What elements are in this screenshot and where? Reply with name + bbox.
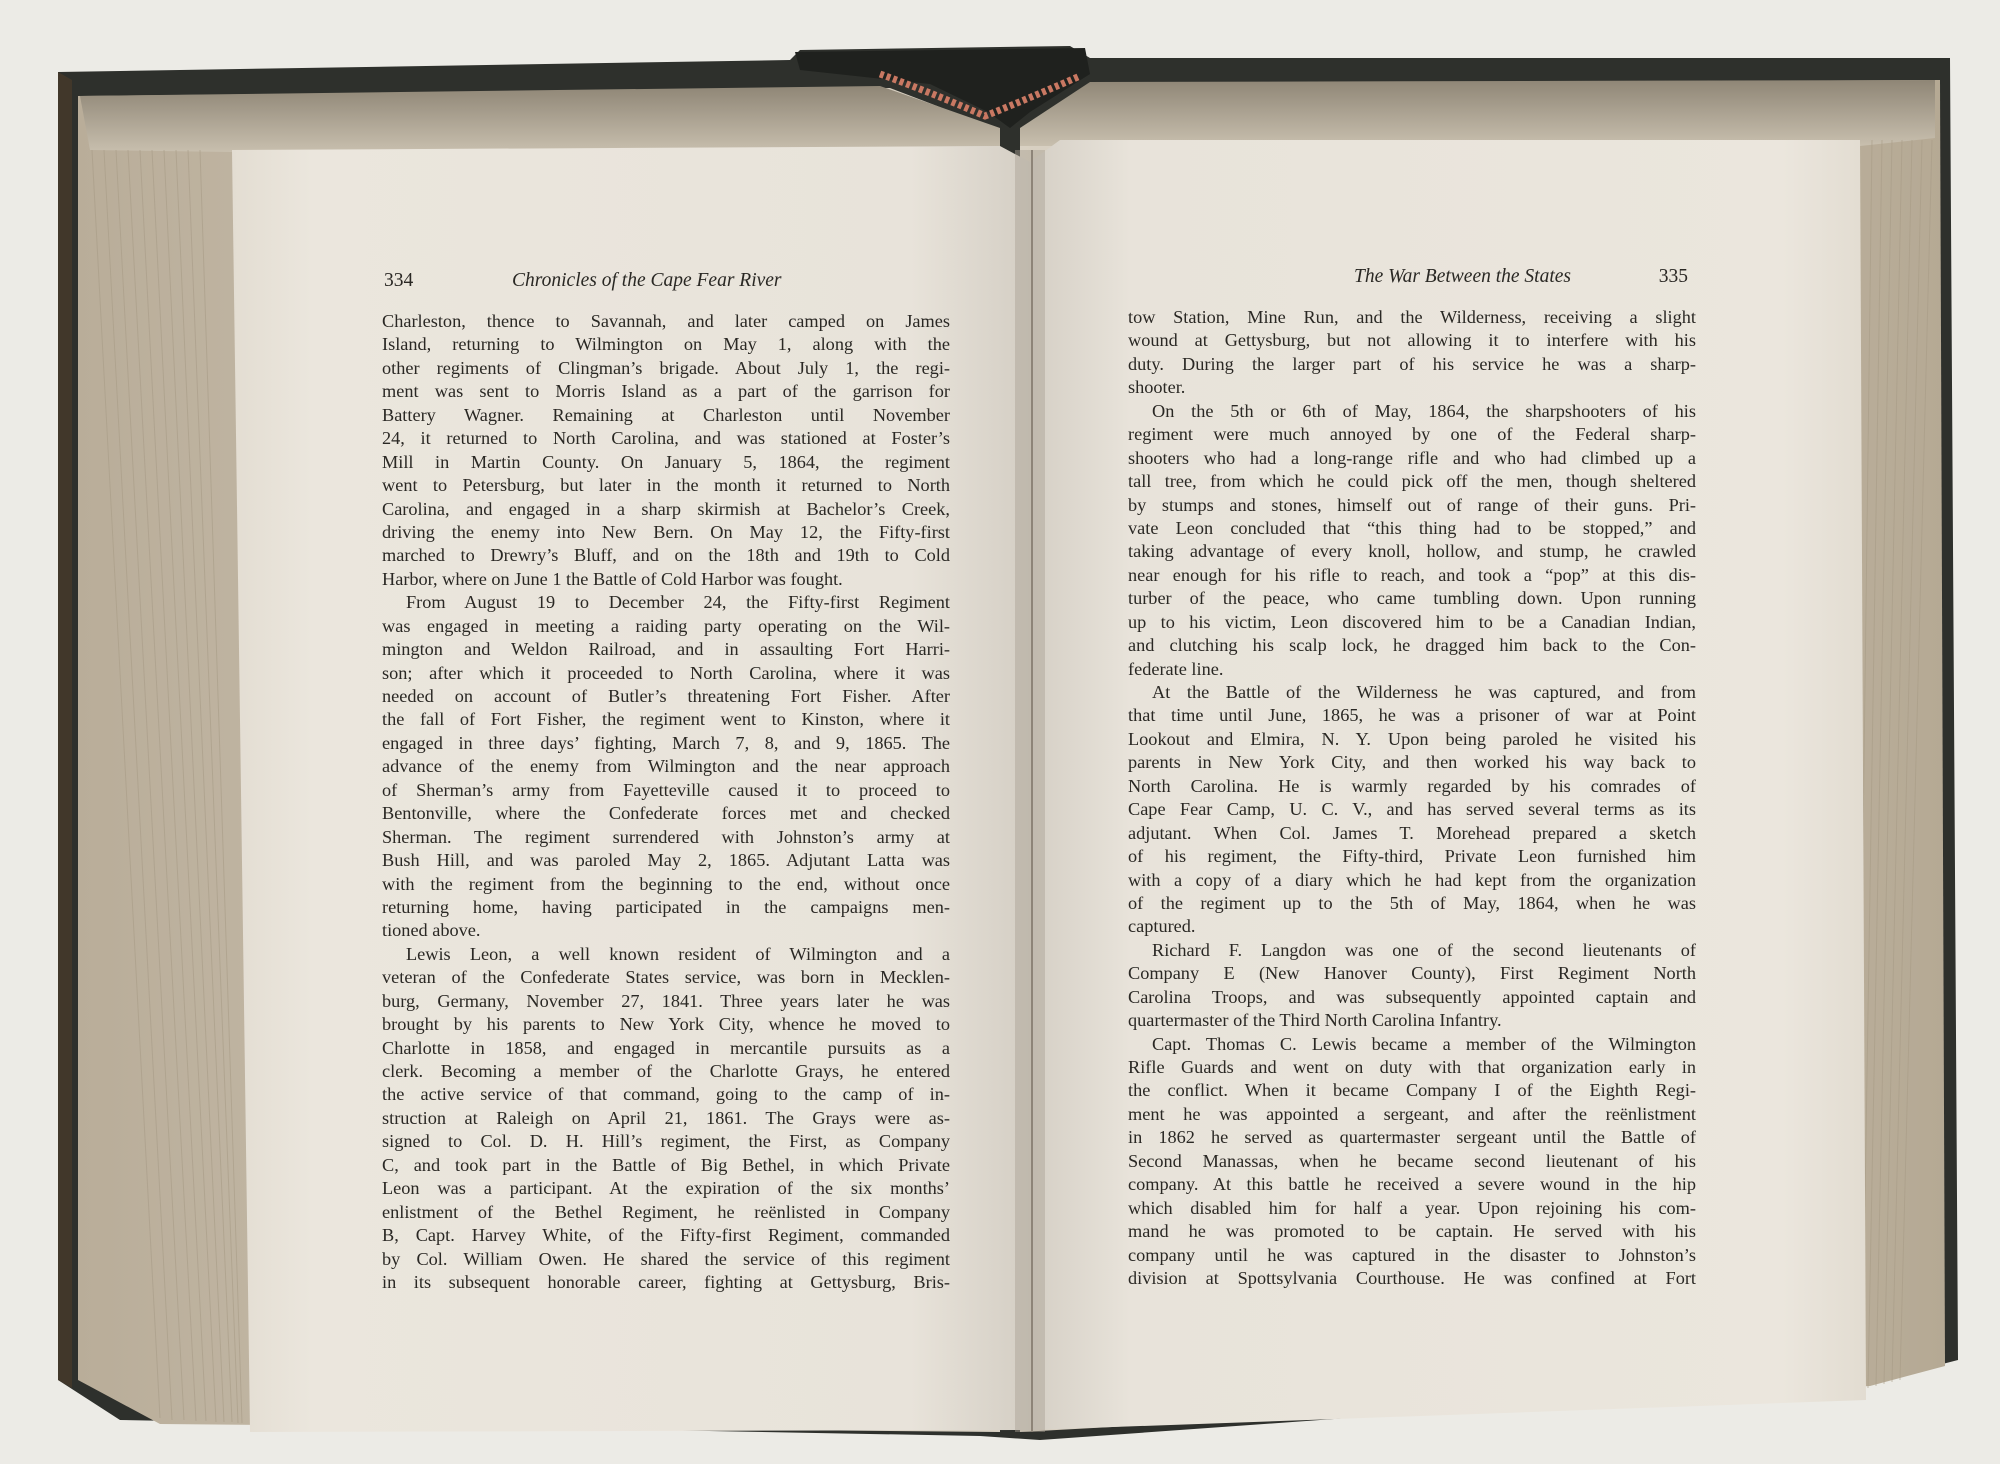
- text-line: went to Petersburg, but later in the month it returned to North: [382, 475, 950, 496]
- cover-edge-wear: [58, 72, 72, 1388]
- text-line: Lewis Leon, a well known resident of Wilmington and a: [406, 943, 950, 964]
- text-line: wound at Gettysburg, but not allowing it to interfere with his: [1128, 330, 1696, 351]
- left-page-number: 334: [384, 270, 414, 291]
- text-line: Island, returning to Wilmington on May 1, along with the: [382, 334, 950, 355]
- text-line: regiment were much annoyed by one of the Federal sharp-: [1128, 424, 1696, 445]
- text-line: veteran of the Confederate States service, was born in Mecklen-: [382, 967, 950, 988]
- text-line: On the 5th or 6th of May, 1864, the sharpshooters of his: [1152, 400, 1696, 421]
- text-line: Harbor, where on June 1 the Battle of Cold Harbor was fought.: [382, 568, 843, 589]
- text-line: engaged in three days’ fighting, March 7, 8, and 9, 1865. The: [382, 732, 950, 753]
- text-line: mington and Weldon Railroad, and in assaulting Fort Harri-: [382, 639, 950, 660]
- text-line: enlistment of the Bethel Regiment, he reënlisted in Company: [382, 1201, 950, 1222]
- text-line: Charleston, thence to Savannah, and later camped on James: [382, 311, 950, 331]
- text-line: tioned above.: [382, 920, 481, 941]
- text-line: ment he was appointed a sergeant, and after the reënlistment: [1128, 1103, 1696, 1124]
- text-line: driving the enemy into New Bern. On May 12, the Fifty-first: [382, 521, 950, 542]
- text-line: Carolina, and engaged in a sharp skirmish at Bachelor’s Creek,: [382, 498, 950, 519]
- text-line: was engaged in meeting a raiding party operating on the Wil-: [382, 615, 950, 636]
- text-line: and clutching his scalp lock, he dragged him back to the Con-: [1128, 635, 1696, 656]
- text-line: mand he was promoted to be captain. He served with his: [1128, 1221, 1696, 1242]
- text-line: vate Leon concluded that “this thing had to be stopped,” and: [1128, 517, 1696, 538]
- text-line: Carolina Troops, and was subsequently appointed captain and: [1128, 986, 1696, 1007]
- right-running-title: The War Between the States: [1354, 266, 1571, 287]
- text-line: ment was sent to Morris Island as a part of the garrison for: [382, 381, 950, 402]
- text-line: 24, it returned to North Carolina, and was stationed at Foster’s: [382, 428, 950, 449]
- text-line: by Col. William Owen. He shared the service of this regiment: [382, 1248, 950, 1269]
- text-line: brought by his parents to New York City, whence he moved to: [382, 1014, 950, 1035]
- text-line: marched to Drewry’s Bluff, and on the 18th and 19th to Cold: [382, 545, 950, 566]
- text-line: federate line.: [1128, 658, 1224, 679]
- text-line: Mill in Martin County. On January 5, 1864, the regiment: [382, 451, 950, 472]
- text-line: At the Battle of the Wilderness he was captured, and from: [1152, 682, 1696, 702]
- text-line: of his regiment, the Fifty-third, Private Leon furnished him: [1128, 846, 1696, 867]
- text-line: B, Capt. Harvey White, of the Fifty-first Regiment, commanded: [382, 1225, 950, 1246]
- text-line: C, and took part in the Battle of Big Bethel, in which Private: [382, 1154, 950, 1175]
- text-line: North Carolina. He is warmly regarded by his comrades of: [1128, 775, 1696, 796]
- text-line: shooters who had a long-range rifle and who had climbed up a: [1128, 447, 1696, 468]
- gutter-shadow: [1015, 150, 1045, 1432]
- text-line: the conflict. When it became Company I of the Eighth Regi-: [1128, 1080, 1696, 1101]
- text-line: company. At this battle he received a severe wound in the hip: [1128, 1174, 1696, 1195]
- text-line: turber of the peace, who came tumbling down. Upon running: [1128, 588, 1696, 609]
- text-line: struction at Raleigh on April 21, 1861. The Grays were as-: [382, 1107, 950, 1128]
- text-line: parents in New York City, and then worked his way back to: [1128, 752, 1696, 773]
- text-line: by stumps and stones, himself out of range of their guns. Pri-: [1128, 494, 1696, 515]
- right-running-head: [1128, 266, 1696, 302]
- text-line: up to his victim, Leon discovered him to be a Canadian Indian,: [1128, 611, 1696, 632]
- top-page-edge-left: [80, 86, 1000, 152]
- text-line: Charlotte in 1858, and engaged in mercantile pursuits as a: [382, 1037, 950, 1058]
- text-line: company until he was captured in the disaster to Johnston’s: [1128, 1244, 1696, 1265]
- text-line: taking advantage of every knoll, hollow, and stump, he crawled: [1128, 541, 1696, 562]
- text-line: Second Manassas, when he became second lieutenant of his: [1128, 1150, 1696, 1171]
- right-page-number: 335: [1658, 266, 1688, 287]
- left-body-text: [382, 310, 950, 1294]
- text-line: tow Station, Mine Run, and the Wilderness, receiving a slight: [1128, 307, 1696, 327]
- text-line: Battery Wagner. Remaining at Charleston until November: [382, 404, 950, 425]
- text-line: division at Spottsylvania Courthouse. He was confined at Fort: [1128, 1267, 1696, 1288]
- text-line: adjutant. When Col. James T. Morehead prepared a sketch: [1128, 822, 1696, 843]
- text-line: Richard F. Langdon was one of the second lieutenants of: [1152, 939, 1696, 960]
- text-line: with the regiment from the beginning to the end, without once: [382, 873, 950, 894]
- left-running-head: [382, 270, 950, 306]
- text-line: duty. During the larger part of his service he was a sharp-: [1128, 353, 1696, 374]
- text-line: other regiments of Clingman’s brigade. About July 1, the regi-: [382, 357, 950, 378]
- text-line: Bush Hill, and was paroled May 2, 1865. Adjutant Latta was: [382, 850, 950, 871]
- text-line: Sherman. The regiment surrendered with Johnston’s army at: [382, 826, 950, 847]
- text-line: shooter.: [1128, 377, 1186, 398]
- text-line: Cape Fear Camp, U. C. V., and has served several terms as its: [1128, 799, 1696, 820]
- text-line: of Sherman’s army from Fayetteville caused it to proceed to: [382, 779, 950, 800]
- text-line: Rifle Guards and went on duty with that organization early in: [1128, 1057, 1696, 1077]
- text-line: burg, Germany, November 27, 1841. Three years later he was: [382, 990, 950, 1011]
- right-body-text: [1128, 306, 1696, 1290]
- text-line: that time until June, 1865, he was a prisoner of war at Point: [1128, 705, 1696, 726]
- text-line: in its subsequent honorable career, fighting at Gettysburg, Bris-: [382, 1271, 950, 1292]
- text-line: the fall of Fort Fisher, the regiment went to Kinston, where it: [382, 709, 950, 730]
- text-line: Bentonville, where the Confederate forces met and checked: [382, 803, 950, 824]
- text-line: advance of the enemy from Wilmington and the near approach: [382, 756, 950, 777]
- right-page-text: [1128, 266, 1696, 1290]
- text-line: From August 19 to December 24, the Fifty-first Regiment: [406, 592, 950, 613]
- text-line: quartermaster of the Third North Carolina Infantry.: [1128, 1010, 1502, 1031]
- text-line: son; after which it proceeded to North Carolina, where it was: [382, 662, 950, 683]
- top-page-edge-right: [1020, 80, 1935, 146]
- text-line: the active service of that command, going to the camp of in-: [382, 1084, 950, 1105]
- text-line: near enough for his rifle to reach, and took a “pop” at this dis-: [1128, 564, 1696, 585]
- left-page-text: [382, 270, 950, 1294]
- text-line: signed to Col. D. H. Hill’s regiment, the First, as Company: [382, 1131, 950, 1152]
- text-line: needed on account of Butler’s threatening Fort Fisher. After: [382, 686, 950, 706]
- text-line: clerk. Becoming a member of the Charlotte Grays, he entered: [382, 1061, 950, 1081]
- left-running-title: Chronicles of the Cape Fear River: [512, 270, 782, 291]
- text-line: Company E (New Hanover County), First Regiment North: [1128, 963, 1696, 984]
- text-line: in 1862 he served as quartermaster sergeant until the Battle of: [1128, 1127, 1696, 1148]
- text-line: which disabled him for half a year. Upon rejoining his com-: [1128, 1197, 1696, 1218]
- text-line: captured.: [1128, 916, 1196, 937]
- text-line: tall tree, from which he could pick off the men, though sheltered: [1128, 471, 1696, 492]
- text-line: of the regiment up to the 5th of May, 1864, when he was: [1128, 892, 1696, 913]
- text-line: returning home, having participated in the campaigns men-: [382, 896, 950, 917]
- text-line: Capt. Thomas C. Lewis became a member of the Wilmington: [1152, 1033, 1696, 1054]
- text-line: with a copy of a diary which he had kept from the organization: [1128, 869, 1696, 890]
- text-line: Leon was a participant. At the expiration of the six months’: [382, 1178, 950, 1199]
- text-line: Lookout and Elmira, N. Y. Upon being paroled he visited his: [1128, 728, 1696, 749]
